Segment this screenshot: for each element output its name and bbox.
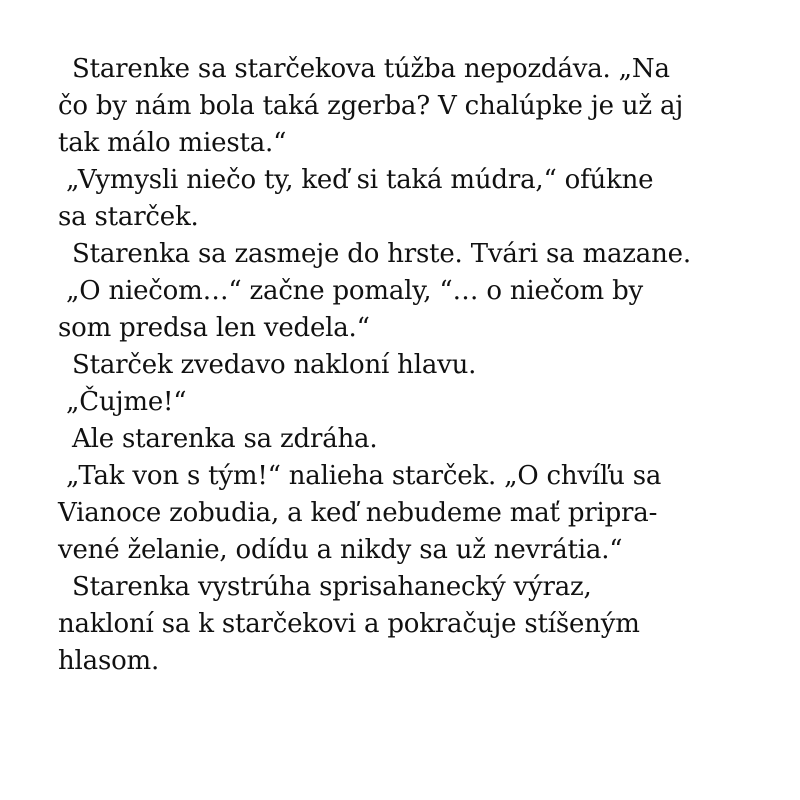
text-line: Starenka sa zasmeje do hrste. Tvári sa mazane. [72, 239, 691, 269]
text-line: nakloní sa k starčekovi a pokračuje stíšeným [58, 609, 640, 639]
text-line: sa starček. [58, 202, 199, 232]
text-line: „Vymysli niečo ty, keď si taká múdra,“ ofúkne [66, 165, 654, 195]
text-line: Starenka vystrúha sprisahanecký výraz, [72, 572, 592, 602]
text-line: čo by nám bola taká zgerba? V chalúpke je už aj [58, 91, 684, 121]
text-line: vené želanie, odídu a nikdy sa už nevrátia.“ [58, 535, 623, 565]
text-line: „Čujme!“ [66, 387, 187, 417]
text-line: Starenke sa starčekova túžba nepozdáva. „Na [72, 54, 670, 84]
text-line: tak málo miesta.“ [58, 128, 287, 158]
text-line: Vianoce zobudia, a keď nebudeme mať pripra- [58, 498, 658, 528]
text-line: hlasom. [58, 646, 160, 676]
text-line: som predsa len vedela.“ [58, 313, 370, 343]
text-line: „Tak von s tým!“ nalieha starček. „O chvíľu sa [66, 461, 662, 491]
text-line: Ale starenka sa zdráha. [72, 424, 378, 454]
text-line: „O niečom…“ začne pomaly, “… o niečom by [66, 276, 644, 306]
text-line: Starček zvedavo nakloní hlavu. [72, 350, 477, 380]
